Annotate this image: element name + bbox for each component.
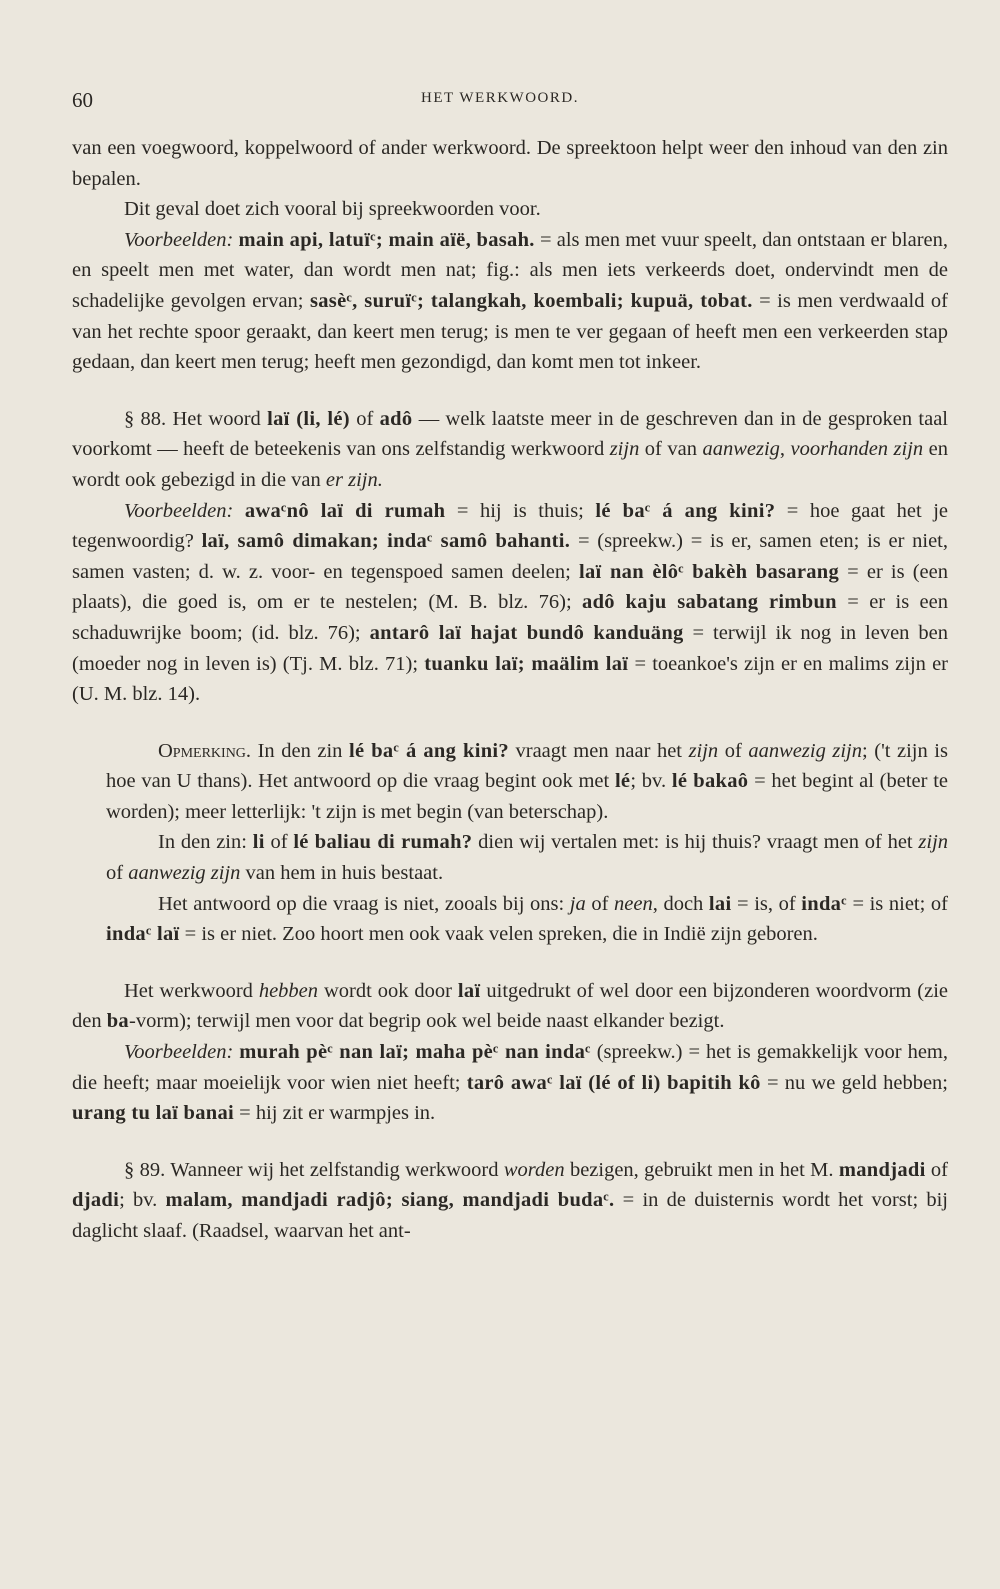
malay-term: mandjadi xyxy=(838,1158,926,1181)
text-run: = het begint al (beter te worden); meer letterlijk: 't zijn is met begin (van beterschap). xyxy=(106,770,949,823)
text-run: ; bv. xyxy=(119,1189,166,1212)
paragraph xyxy=(72,194,948,225)
malay-term: li xyxy=(252,831,265,854)
body-text xyxy=(72,133,948,1247)
malay-term: djadi xyxy=(72,1189,120,1212)
malay-term: urang tu laï banai xyxy=(72,1102,235,1125)
text-run: en wordt ook gebezigd in die van xyxy=(72,438,948,491)
text-run: van hem in huis bestaat. xyxy=(240,862,444,885)
text-run: Het antwoord op die vraag is niet, zooals bij ons: xyxy=(158,892,570,915)
paragraph xyxy=(72,225,948,378)
malay-term: murah pèᶜ nan laï; maha pèᶜ nan indaᶜ xyxy=(239,1041,591,1064)
italic-text: worden xyxy=(503,1158,565,1181)
text-run: = is men verdwaald of van het rechte spoor geraakt, dan keert men terug; is men te ver gegaan of heeft men een verkeerden stap gedaan, dan keert men terug; heeft men gezondigd, dan komt men tot inkeer. xyxy=(72,289,948,374)
text-run: Opmerking xyxy=(158,739,246,762)
text-run: . In den zin xyxy=(245,739,349,762)
italic-text: aanwezig xyxy=(702,438,780,461)
text-run: = toeankoe's zijn er en malims zijn er (U. M. blz. 14). xyxy=(72,652,949,706)
italic-text: Voorbeelden: xyxy=(124,1041,234,1064)
italic-text: zijn xyxy=(688,739,719,762)
text-run: (spreekw.) = het is gemakkelijk voor hem, die heeft; maar moeielijk voor wien niet heeft; xyxy=(72,1041,948,1094)
text-run: of xyxy=(718,739,749,762)
paragraph xyxy=(72,889,948,950)
text-run: = is, of xyxy=(731,892,802,915)
malay-term: laï nan èlôᶜ bakèh basarang xyxy=(578,560,840,583)
paragraph xyxy=(72,133,948,194)
malay-term: tuanku laï; maälim laï xyxy=(424,652,629,675)
paragraph xyxy=(72,1037,948,1129)
malay-term: laï (li, lé) xyxy=(267,407,350,430)
malay-term: adô xyxy=(379,407,413,430)
malay-term: malam, mandjadi radjô; siang, mandjadi budaᶜ. xyxy=(165,1189,615,1212)
malay-term: lé baliau di rumah? xyxy=(293,831,473,854)
malay-term: lé baᶜ á ang kini? xyxy=(595,499,776,522)
text-run: Het werkwoord xyxy=(124,979,259,1002)
malay-term: ba xyxy=(106,1010,129,1033)
text-run: = hoe gaat het je tegenwoordig? xyxy=(72,499,949,553)
malay-term: awaᶜnô laï di rumah xyxy=(244,499,446,522)
italic-text: zijn xyxy=(918,831,949,854)
italic-text: voorhanden zijn xyxy=(790,438,924,461)
text-run: = er is een schaduwrijke boom; (id. blz. 76); xyxy=(72,591,949,644)
italic-text: hebben xyxy=(258,979,319,1002)
text-run: = terwijl ik nog in leven ben (moeder nog in leven is) (Tj. M. blz. 71); xyxy=(72,621,948,675)
text-run: — welk laatste meer in de geschreven dan in de gesproken taal voorkomt — heeft de beteekenis van ons zelfstandig werkwoord xyxy=(72,407,948,461)
text-run: § 88. Het woord xyxy=(124,407,268,430)
paragraph xyxy=(72,736,948,828)
malay-term: indaᶜ laï xyxy=(106,923,180,946)
text-run: of xyxy=(925,1158,949,1181)
paragraph xyxy=(72,827,948,888)
text-run: Dit geval doet zich vooral bij spreekwoorden voor. xyxy=(124,198,541,221)
italic-text: zijn xyxy=(609,438,640,461)
text-run: -vorm); terwijl men voor dat begrip ook wel beide naast elkander bezigt. xyxy=(129,1010,725,1033)
paragraph xyxy=(72,1155,948,1247)
malay-term: main api, latuïᶜ; main aïë, basah. xyxy=(238,228,535,251)
italic-text: Voorbeelden: xyxy=(124,228,234,251)
text-run: of xyxy=(585,892,615,915)
text-run: = is niet; of xyxy=(846,892,948,915)
text-run: bezigen, gebruikt men in het M. xyxy=(564,1158,839,1181)
text-run: vraagt men naar het xyxy=(508,739,689,762)
malay-term: lé xyxy=(614,770,631,793)
paragraph xyxy=(72,404,948,496)
paragraph xyxy=(72,976,948,1037)
malay-term: laï xyxy=(457,979,481,1002)
page-header xyxy=(0,88,1000,112)
text-run: = (spreekw.) = is er, samen eten; is er niet, samen vasten; d. w. z. voor- en tegenspoed samen deelen; xyxy=(72,530,948,583)
text-run: = hij is thuis; xyxy=(445,499,596,522)
text-run: = nu we geld hebben; xyxy=(760,1071,949,1094)
text-run: = hij zit er warmpjes in. xyxy=(234,1102,436,1125)
text-run: of xyxy=(106,862,129,885)
text-run: § 89. Wanneer wij het zelfstandig werkwoord xyxy=(124,1158,504,1181)
text-run xyxy=(233,500,245,522)
running-title: HET WERKWOORD. xyxy=(421,90,579,106)
malay-term: lé bakaô xyxy=(671,770,749,793)
italic-text: er zijn. xyxy=(325,468,383,491)
text-run: of xyxy=(264,831,294,854)
malay-term: indaᶜ xyxy=(801,892,847,915)
malay-term: sasèᶜ, suruïᶜ; talangkah, koembali; kupuä, tobat. xyxy=(309,289,753,312)
text-run: = er is (een plaats), die goed is, om er te nestelen; (M. B. blz. 76); xyxy=(72,560,948,614)
text-run: = is er niet. Zoo hoort men ook vaak velen spreken, die in Indië zijn geboren. xyxy=(179,923,818,946)
text-run: dien wij vertalen met: is hij thuis? vraagt men of het xyxy=(472,831,919,854)
malay-term: lai xyxy=(708,892,732,915)
italic-text: ja xyxy=(569,892,586,915)
text-run: wordt ook door xyxy=(318,979,458,1002)
text-run: , xyxy=(779,438,791,461)
text-run: = in de duisternis wordt het vorst; bij daglicht slaaf. (Raadsel, waarvan het ant- xyxy=(72,1189,949,1242)
italic-text: aanwezig zijn xyxy=(128,862,241,885)
text-run: of xyxy=(349,407,380,430)
malay-term: antarô laï hajat bundô kanduäng xyxy=(369,621,684,644)
text-run: ; bv. xyxy=(630,770,672,793)
text-run: uitgedrukt of wel door een bijzonderen woordvorm (zie den xyxy=(72,979,948,1033)
text-run: of van xyxy=(639,438,703,461)
text-run: = als men met vuur speelt, dan ontstaan er blaren, en speelt men met water, dan wordt men nat; fig.: als men iets verkeerds doet, ondervindt men de schadelijke gevolgen ervan; xyxy=(72,228,949,312)
text-run: In den zin: xyxy=(158,831,253,854)
malay-term: lé baᶜ á ang kini? xyxy=(348,739,509,762)
italic-text: aanwezig zijn xyxy=(748,739,862,762)
malay-term: adô kaju sabatang rimbun xyxy=(582,591,837,614)
text-run: , doch xyxy=(652,892,709,915)
malay-term: laï, samô dimakan; indaᶜ samô bahanti. xyxy=(201,530,571,553)
malay-term: tarô awaᶜ laï (lé of li) bapitih kô xyxy=(466,1071,761,1094)
italic-text: neen xyxy=(614,892,653,915)
text-run: van een voegwoord, koppelwoord of ander werkwoord. De spreektoon helpt weer den inhoud van den zin bepalen. xyxy=(72,137,948,190)
italic-text: Voorbeelden: xyxy=(124,499,234,522)
text-run: ; ('t zijn is hoe van U thans). Het antwoord op die vraag begint ook met xyxy=(106,739,948,793)
page-number: 60 xyxy=(72,88,93,112)
paragraph xyxy=(72,496,948,710)
